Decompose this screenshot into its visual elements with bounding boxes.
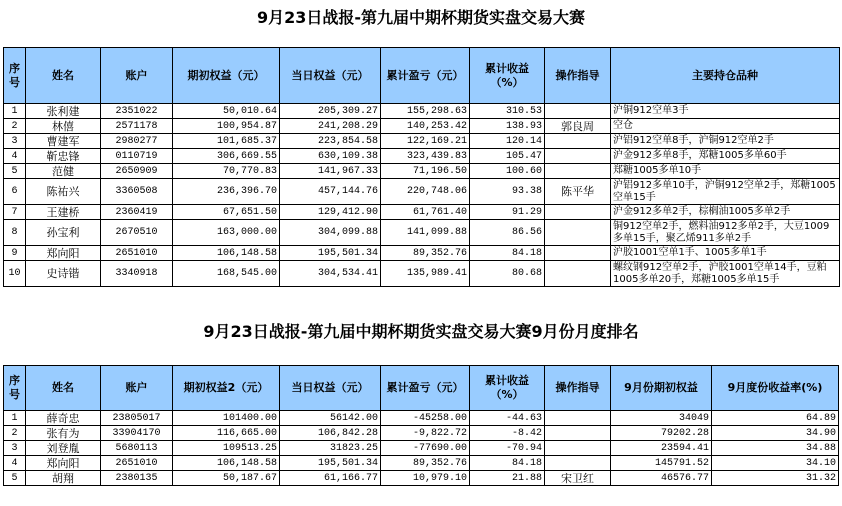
advisor-cell bbox=[545, 441, 611, 456]
cumulative-return-cell: 21.88 bbox=[470, 471, 545, 486]
column-header: 9月度份收益率(%) bbox=[712, 366, 839, 411]
account-cell: 33904170 bbox=[101, 426, 173, 441]
advisor-cell: 宋卫红 bbox=[545, 471, 611, 486]
account-cell: 3340918 bbox=[101, 261, 173, 287]
account-cell: 2670510 bbox=[101, 220, 173, 246]
table-row bbox=[4, 456, 839, 471]
account-cell: 2651010 bbox=[101, 456, 173, 471]
current-equity-cell: 141,967.33 bbox=[280, 164, 381, 179]
initial-equity-cell: 306,669.55 bbox=[173, 149, 280, 164]
holdings-cell: 沪铜912空单3手 bbox=[611, 104, 840, 119]
column-header: 当日权益（元） bbox=[280, 48, 381, 104]
name-cell: 范健 bbox=[26, 164, 101, 179]
initial-equity-cell: 163,000.00 bbox=[173, 220, 280, 246]
cumulative-return-cell: 86.56 bbox=[470, 220, 545, 246]
initial-equity-cell: 109513.25 bbox=[173, 441, 280, 456]
september-initial-equity-cell: 79202.28 bbox=[611, 426, 712, 441]
cumulative-pnl-cell: 122,169.21 bbox=[381, 134, 470, 149]
holdings-cell: 沪金912多单8手，郑糖1005多单60手 bbox=[611, 149, 840, 164]
rank-cell: 10 bbox=[4, 261, 26, 287]
current-equity-cell: 304,534.41 bbox=[280, 261, 381, 287]
cumulative-return-cell: 84.18 bbox=[470, 456, 545, 471]
table-row bbox=[4, 471, 839, 486]
table-row bbox=[4, 205, 840, 220]
rank-cell: 7 bbox=[4, 205, 26, 220]
rank-cell: 8 bbox=[4, 220, 26, 246]
advisor-cell bbox=[545, 246, 611, 261]
name-cell: 刘登胤 bbox=[26, 441, 101, 456]
initial-equity-cell: 106,148.58 bbox=[173, 246, 280, 261]
rank-cell: 4 bbox=[4, 456, 26, 471]
name-cell: 薛奇忠 bbox=[26, 411, 101, 426]
table-row bbox=[4, 149, 840, 164]
cumulative-pnl-cell: 135,989.41 bbox=[381, 261, 470, 287]
column-header: 序号 bbox=[4, 48, 26, 104]
initial-equity-cell: 106,148.58 bbox=[173, 456, 280, 471]
current-equity-cell: 205,309.27 bbox=[280, 104, 381, 119]
name-cell: 郑向阳 bbox=[26, 246, 101, 261]
rank-cell: 4 bbox=[4, 149, 26, 164]
initial-equity-cell: 168,545.00 bbox=[173, 261, 280, 287]
current-equity-cell: 630,109.38 bbox=[280, 149, 381, 164]
column-header: 姓名 bbox=[26, 366, 101, 411]
holdings-cell: 螺纹钢912空单2手，沪胶1001空单14手，豆粕1005多单20手，郑糖1005多单15手 bbox=[611, 261, 840, 287]
september-return-cell: 64.89 bbox=[712, 411, 839, 426]
column-header: 累计收益（%） bbox=[470, 48, 545, 104]
initial-equity-cell: 70,770.83 bbox=[173, 164, 280, 179]
advisor-cell: 陈平华 bbox=[545, 179, 611, 205]
rank-cell: 6 bbox=[4, 179, 26, 205]
table-row bbox=[4, 164, 840, 179]
holdings-cell: 沪铝912空单8手，沪铜912空单2手 bbox=[611, 134, 840, 149]
september-return-cell: 34.88 bbox=[712, 441, 839, 456]
rank-cell: 2 bbox=[4, 426, 26, 441]
advisor-cell bbox=[545, 411, 611, 426]
table-row bbox=[4, 261, 840, 287]
current-equity-cell: 304,099.88 bbox=[280, 220, 381, 246]
cumulative-pnl-cell: 61,761.40 bbox=[381, 205, 470, 220]
column-header: 操作指导 bbox=[545, 48, 611, 104]
account-cell: 2360419 bbox=[101, 205, 173, 220]
rank-cell: 2 bbox=[4, 119, 26, 134]
initial-equity-cell: 50,010.64 bbox=[173, 104, 280, 119]
table-row bbox=[4, 426, 839, 441]
name-cell: 张利建 bbox=[26, 104, 101, 119]
table-row bbox=[4, 220, 840, 246]
name-cell: 靳忠锋 bbox=[26, 149, 101, 164]
rank-cell: 9 bbox=[4, 246, 26, 261]
account-cell: 2380135 bbox=[101, 471, 173, 486]
table-row bbox=[4, 179, 840, 205]
name-cell: 陈祐兴 bbox=[26, 179, 101, 205]
holdings-cell: 铜912空单2手，燃料油912多单2手，大豆1009多单15手，聚乙烯911多单2手 bbox=[611, 220, 840, 246]
current-equity-cell: 195,501.34 bbox=[280, 456, 381, 471]
current-equity-cell: 457,144.76 bbox=[280, 179, 381, 205]
name-cell: 郑向阳 bbox=[26, 456, 101, 471]
name-cell: 胡翔 bbox=[26, 471, 101, 486]
report-title: 9月23日战报-第九届中期杯期货实盘交易大赛 bbox=[256, 8, 586, 27]
initial-equity-cell: 101400.00 bbox=[173, 411, 280, 426]
current-equity-cell: 195,501.34 bbox=[280, 246, 381, 261]
september-initial-equity-cell: 34049 bbox=[611, 411, 712, 426]
cumulative-return-cell: -8.42 bbox=[470, 426, 545, 441]
initial-equity-cell: 116,665.00 bbox=[173, 426, 280, 441]
current-equity-cell: 106,842.28 bbox=[280, 426, 381, 441]
current-equity-cell: 241,208.29 bbox=[280, 119, 381, 134]
cumulative-pnl-cell: -9,822.72 bbox=[381, 426, 470, 441]
account-cell: 0110719 bbox=[101, 149, 173, 164]
cumulative-pnl-cell: 220,748.06 bbox=[381, 179, 470, 205]
initial-equity-cell: 236,396.70 bbox=[173, 179, 280, 205]
table-row bbox=[4, 134, 840, 149]
column-header: 9月份期初权益 bbox=[611, 366, 712, 411]
september-initial-equity-cell: 145791.52 bbox=[611, 456, 712, 471]
advisor-cell bbox=[545, 220, 611, 246]
holdings-cell: 空仓 bbox=[611, 119, 840, 134]
advisor-cell: 郭良周 bbox=[545, 119, 611, 134]
name-cell: 孙宝利 bbox=[26, 220, 101, 246]
column-header: 序号 bbox=[4, 366, 26, 411]
column-header: 账户 bbox=[101, 366, 173, 411]
cumulative-return-cell: -44.63 bbox=[470, 411, 545, 426]
cumulative-pnl-cell: 89,352.76 bbox=[381, 456, 470, 471]
table-row bbox=[4, 104, 840, 119]
column-header: 账户 bbox=[101, 48, 173, 104]
column-header: 累计盈亏（元） bbox=[381, 366, 470, 411]
september-return-cell: 31.32 bbox=[712, 471, 839, 486]
account-cell: 5680113 bbox=[101, 441, 173, 456]
advisor-cell bbox=[545, 104, 611, 119]
cumulative-return-cell: 105.47 bbox=[470, 149, 545, 164]
cumulative-return-cell: 120.14 bbox=[470, 134, 545, 149]
advisor-cell bbox=[545, 426, 611, 441]
contest-ranking-table bbox=[3, 47, 840, 287]
current-equity-cell: 61,166.77 bbox=[280, 471, 381, 486]
name-cell: 曹建军 bbox=[26, 134, 101, 149]
account-cell: 2651010 bbox=[101, 246, 173, 261]
cumulative-pnl-cell: -45258.00 bbox=[381, 411, 470, 426]
account-cell: 2351022 bbox=[101, 104, 173, 119]
september-return-cell: 34.10 bbox=[712, 456, 839, 471]
advisor-cell bbox=[545, 134, 611, 149]
cumulative-pnl-cell: 323,439.83 bbox=[381, 149, 470, 164]
cumulative-pnl-cell: 89,352.76 bbox=[381, 246, 470, 261]
table-row bbox=[4, 441, 839, 456]
cumulative-return-cell: 138.93 bbox=[470, 119, 545, 134]
account-cell: 2980277 bbox=[101, 134, 173, 149]
column-header: 姓名 bbox=[26, 48, 101, 104]
advisor-cell bbox=[545, 456, 611, 471]
cumulative-pnl-cell: 71,196.50 bbox=[381, 164, 470, 179]
cumulative-pnl-cell: 10,979.10 bbox=[381, 471, 470, 486]
name-cell: 史诗锴 bbox=[26, 261, 101, 287]
cumulative-pnl-cell: 155,298.63 bbox=[381, 104, 470, 119]
account-cell: 2650909 bbox=[101, 164, 173, 179]
rank-cell: 3 bbox=[4, 441, 26, 456]
cumulative-pnl-cell: 141,099.88 bbox=[381, 220, 470, 246]
advisor-cell bbox=[545, 261, 611, 287]
holdings-cell: 沪金912多单2手，棕榈油1005多单2手 bbox=[611, 205, 840, 220]
column-header: 期初权益（元） bbox=[173, 48, 280, 104]
rank-cell: 3 bbox=[4, 134, 26, 149]
rank-cell: 5 bbox=[4, 471, 26, 486]
initial-equity-cell: 50,187.67 bbox=[173, 471, 280, 486]
table-row bbox=[4, 246, 840, 261]
cumulative-pnl-cell: -77690.00 bbox=[381, 441, 470, 456]
monthly-ranking-title: 9月23日战报-第九届中期杯期货实盘交易大赛9月份月度排名 bbox=[203, 322, 639, 341]
account-cell: 2571178 bbox=[101, 119, 173, 134]
cumulative-return-cell: 84.18 bbox=[470, 246, 545, 261]
rank-cell: 1 bbox=[4, 104, 26, 119]
name-cell: 林僖 bbox=[26, 119, 101, 134]
monthly-ranking-table bbox=[3, 365, 839, 486]
holdings-cell: 沪胶1001空单1手、1005多单1手 bbox=[611, 246, 840, 261]
current-equity-cell: 129,412.90 bbox=[280, 205, 381, 220]
holdings-cell: 郑糖1005多单10手 bbox=[611, 164, 840, 179]
cumulative-return-cell: 310.53 bbox=[470, 104, 545, 119]
current-equity-cell: 223,854.58 bbox=[280, 134, 381, 149]
initial-equity-cell: 100,954.87 bbox=[173, 119, 280, 134]
advisor-cell bbox=[545, 164, 611, 179]
table-row bbox=[4, 411, 839, 426]
name-cell: 王建桥 bbox=[26, 205, 101, 220]
initial-equity-cell: 101,685.37 bbox=[173, 134, 280, 149]
table-row bbox=[4, 119, 840, 134]
cumulative-return-cell: 100.60 bbox=[470, 164, 545, 179]
account-cell: 23805017 bbox=[101, 411, 173, 426]
current-equity-cell: 56142.00 bbox=[280, 411, 381, 426]
column-header: 累计收益（%） bbox=[470, 366, 545, 411]
rank-cell: 5 bbox=[4, 164, 26, 179]
current-equity-cell: 31823.25 bbox=[280, 441, 381, 456]
column-header: 主要持仓品种 bbox=[611, 48, 840, 104]
advisor-cell bbox=[545, 205, 611, 220]
cumulative-return-cell: 93.38 bbox=[470, 179, 545, 205]
september-initial-equity-cell: 23594.41 bbox=[611, 441, 712, 456]
cumulative-return-cell: 80.68 bbox=[470, 261, 545, 287]
cumulative-return-cell: 91.29 bbox=[470, 205, 545, 220]
column-header: 期初权益2（元） bbox=[173, 366, 280, 411]
cumulative-return-cell: -70.94 bbox=[470, 441, 545, 456]
advisor-cell bbox=[545, 149, 611, 164]
september-return-cell: 34.90 bbox=[712, 426, 839, 441]
column-header: 操作指导 bbox=[545, 366, 611, 411]
column-header: 当日权益（元） bbox=[280, 366, 381, 411]
rank-cell: 1 bbox=[4, 411, 26, 426]
holdings-cell: 沪铝912多单10手，沪铜912空单2手，郑糖1005空单15手 bbox=[611, 179, 840, 205]
column-header: 累计盈亏（元） bbox=[381, 48, 470, 104]
account-cell: 3360508 bbox=[101, 179, 173, 205]
initial-equity-cell: 67,651.50 bbox=[173, 205, 280, 220]
cumulative-pnl-cell: 140,253.42 bbox=[381, 119, 470, 134]
september-initial-equity-cell: 46576.77 bbox=[611, 471, 712, 486]
name-cell: 张有为 bbox=[26, 426, 101, 441]
